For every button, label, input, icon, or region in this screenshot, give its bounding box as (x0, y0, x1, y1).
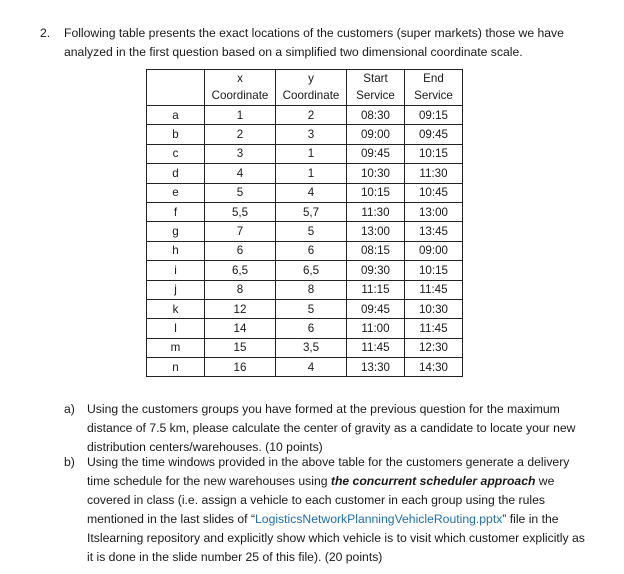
table-row (147, 164, 463, 183)
end-service-cell: 10:45 (405, 183, 463, 202)
customer-id-cell: g (147, 222, 205, 241)
customer-id-cell: h (147, 241, 205, 260)
start-service-cell: 09:45 (347, 299, 405, 318)
customer-id-cell: n (147, 358, 205, 377)
header-start-service: Start Service (347, 70, 405, 106)
customer-id-cell: f (147, 202, 205, 221)
end-service-cell: 09:15 (405, 106, 463, 125)
table-body (147, 106, 463, 377)
y-coordinate-cell: 6 (276, 241, 347, 260)
customer-id-cell: c (147, 144, 205, 163)
end-service-cell: 10:15 (405, 144, 463, 163)
x-coordinate-cell: 5,5 (205, 202, 276, 221)
table-row (147, 106, 463, 125)
y-coordinate-cell: 3 (276, 125, 347, 144)
start-service-cell: 08:30 (347, 106, 405, 125)
header-y-coordinate: y Coordinate (276, 70, 347, 106)
table-row (147, 222, 463, 241)
x-coordinate-cell: 7 (205, 222, 276, 241)
customer-id-cell: e (147, 183, 205, 202)
table-row (147, 338, 463, 357)
subquestion-b (64, 453, 594, 567)
x-coordinate-cell: 3 (205, 144, 276, 163)
start-service-cell: 08:15 (347, 241, 405, 260)
x-coordinate-cell: 15 (205, 338, 276, 357)
y-coordinate-cell: 1 (276, 144, 347, 163)
header-x-coordinate: x Coordinate (205, 70, 276, 106)
table-row (147, 261, 463, 280)
end-service-cell: 11:45 (405, 319, 463, 338)
table-row (147, 125, 463, 144)
table-header-row (147, 70, 463, 106)
pptx-filename: LogisticsNetworkPlanningVehicleRouting.pptx (255, 512, 503, 526)
y-coordinate-cell: 3,5 (276, 338, 347, 357)
x-coordinate-cell: 12 (205, 299, 276, 318)
x-coordinate-cell: 2 (205, 125, 276, 144)
start-service-cell: 11:00 (347, 319, 405, 338)
x-coordinate-cell: 4 (205, 164, 276, 183)
table-row (147, 319, 463, 338)
x-coordinate-cell: 1 (205, 106, 276, 125)
y-coordinate-cell: 2 (276, 106, 347, 125)
y-coordinate-cell: 1 (276, 164, 347, 183)
end-service-cell: 11:45 (405, 280, 463, 299)
table-row (147, 358, 463, 377)
subquestion-a-text: Using the customers groups you have formed at the previous question for the maximum distance of 7.5 km, please calculate the center of gravity as a candidate to locate your new distribution centers/warehouses. (10 points) (87, 402, 576, 454)
y-coordinate-cell: 5 (276, 222, 347, 241)
header-customer (147, 70, 205, 106)
end-service-cell: 10:30 (405, 299, 463, 318)
start-service-cell: 11:15 (347, 280, 405, 299)
x-coordinate-cell: 8 (205, 280, 276, 299)
customer-id-cell: j (147, 280, 205, 299)
end-service-cell: 09:45 (405, 125, 463, 144)
x-coordinate-cell: 6 (205, 241, 276, 260)
subquestion-a (64, 400, 594, 457)
subquestion-b-text-1: Using the time windows provided in the above table for the customers generate a delivery time schedule for the new warehouses using (87, 455, 570, 488)
subquestion-b-text (87, 453, 594, 567)
question-text: Following table presents the exact locations of the customers (super markets) those we have analyzed in the first question based on a simplified two dimensional coordinate scale. (64, 26, 564, 59)
start-service-cell: 09:00 (347, 125, 405, 144)
start-service-cell: 11:30 (347, 202, 405, 221)
table-row (147, 183, 463, 202)
table-row (147, 202, 463, 221)
start-service-cell: 09:30 (347, 261, 405, 280)
start-service-cell: 10:15 (347, 183, 405, 202)
concurrent-scheduler-emphasis: the concurrent scheduler approach (330, 474, 536, 488)
end-service-cell: 12:30 (405, 338, 463, 357)
customer-id-cell: a (147, 106, 205, 125)
subquestion-b-label: b) (64, 455, 75, 469)
x-coordinate-cell: 16 (205, 358, 276, 377)
y-coordinate-cell: 6 (276, 319, 347, 338)
table-row (147, 144, 463, 163)
x-coordinate-cell: 5 (205, 183, 276, 202)
subquestion-b-text-2: we covered in class (i.e. assign a vehicle to each customer in each group using the rules mentioned in the last slides of “ (87, 474, 555, 526)
header-end-service: End Service (405, 70, 463, 106)
subquestion-a-label: a) (64, 402, 75, 416)
end-service-cell: 14:30 (405, 358, 463, 377)
y-coordinate-cell: 4 (276, 358, 347, 377)
y-coordinate-cell: 8 (276, 280, 347, 299)
customer-id-cell: i (147, 261, 205, 280)
customer-id-cell: k (147, 299, 205, 318)
x-coordinate-cell: 14 (205, 319, 276, 338)
y-coordinate-cell: 6,5 (276, 261, 347, 280)
y-coordinate-cell: 4 (276, 183, 347, 202)
end-service-cell: 13:45 (405, 222, 463, 241)
end-service-cell: 10:15 (405, 261, 463, 280)
customer-id-cell: l (147, 319, 205, 338)
customer-locations-table (146, 69, 463, 377)
end-service-cell: 11:30 (405, 164, 463, 183)
start-service-cell: 10:30 (347, 164, 405, 183)
table-row (147, 299, 463, 318)
start-service-cell: 13:00 (347, 222, 405, 241)
start-service-cell: 11:45 (347, 338, 405, 357)
customer-id-cell: d (147, 164, 205, 183)
customer-id-cell: b (147, 125, 205, 144)
question-intro (40, 24, 600, 62)
table-row (147, 280, 463, 299)
start-service-cell: 09:45 (347, 144, 405, 163)
start-service-cell: 13:30 (347, 358, 405, 377)
x-coordinate-cell: 6,5 (205, 261, 276, 280)
question-number: 2. (40, 26, 51, 40)
customer-id-cell: m (147, 338, 205, 357)
y-coordinate-cell: 5,7 (276, 202, 347, 221)
end-service-cell: 13:00 (405, 202, 463, 221)
end-service-cell: 09:00 (405, 241, 463, 260)
subquestion-b-text-3: ” file in the Itslearning repository and explicitly show which vehicle is to visit which customer explicitly as it is done in the slide number 25 of this file). (20 points) (87, 512, 585, 564)
y-coordinate-cell: 5 (276, 299, 347, 318)
table-row (147, 241, 463, 260)
